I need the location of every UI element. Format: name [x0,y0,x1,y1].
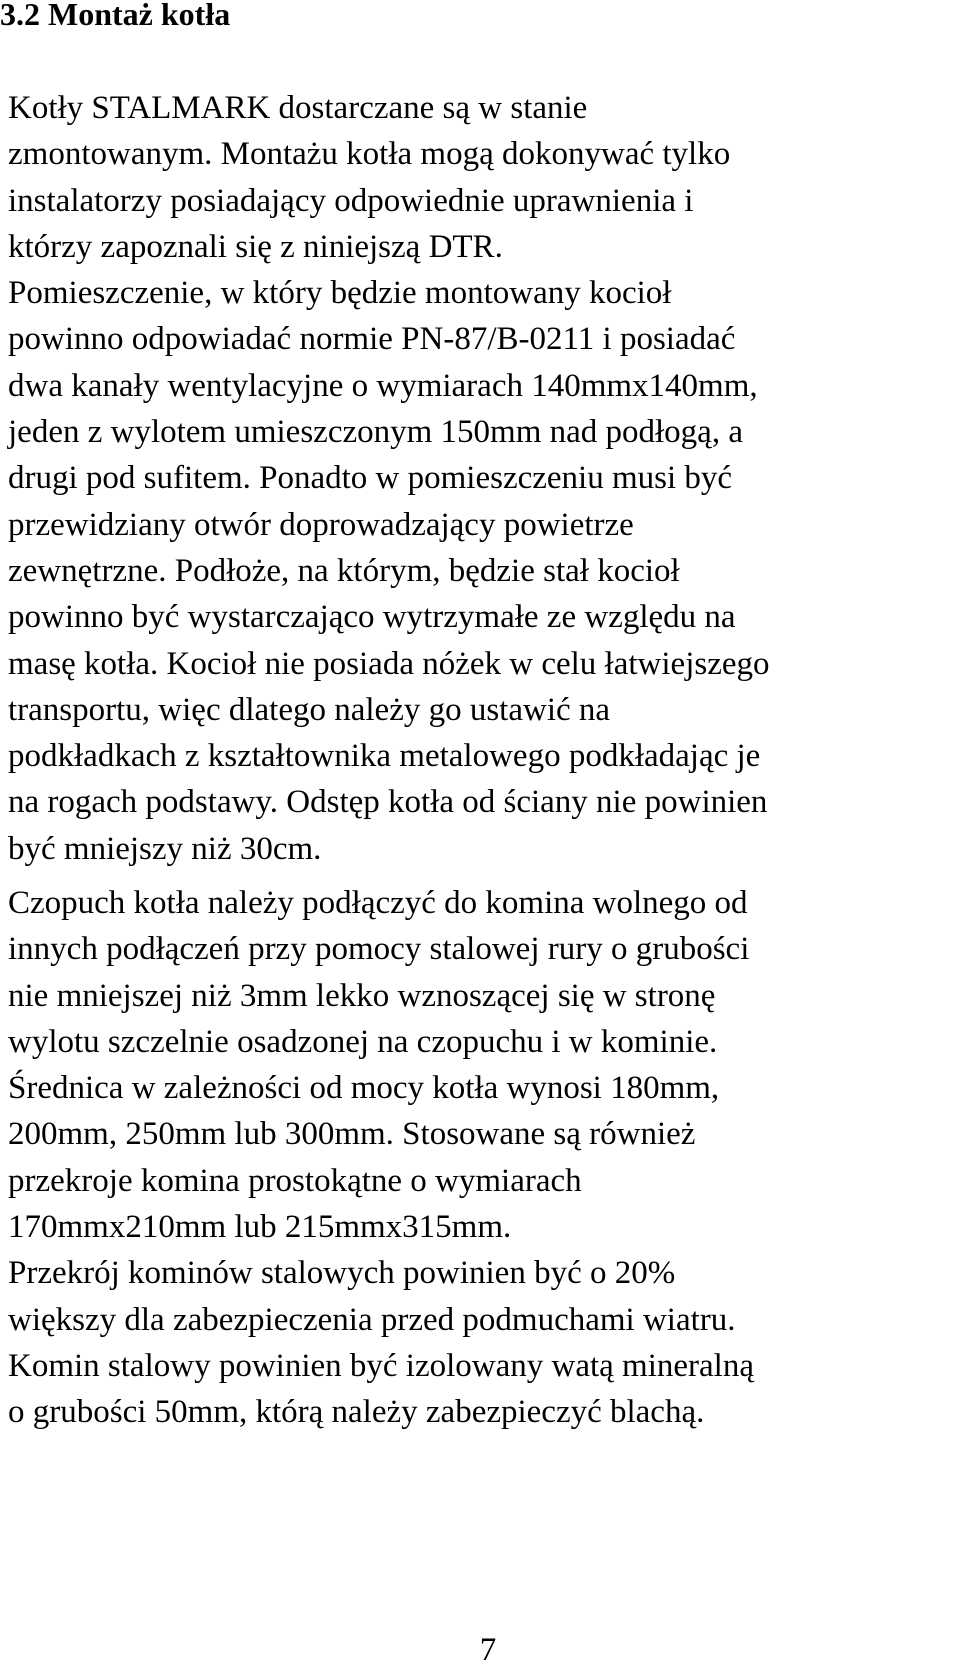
paragraph-chimney [8,880,754,1436]
text-line: Komin stalowy powinien być izolowany watą mineralną [8,1347,754,1384]
text-line: przewidziany otwór doprowadzający powietrze [8,506,634,543]
text-line: Czopuch kotła należy podłączyć do komina wolnego od [8,885,748,921]
text-line: 200mm, 250mm lub 300mm. Stosowane są również [8,1116,696,1153]
text-line: Przekrój kominów stalowych powinien być o 20% [8,1255,676,1292]
text-line: większy dla zabezpieczenia przed podmuchami wiatru. [8,1301,736,1338]
text-line: drugi pod sufitem. Ponadto w pomieszczeniu musi być [8,460,733,497]
page-number: 7 [479,1632,497,1668]
text-line: Średnica w zależności od mocy kotła wynosi 180mm, [8,1070,720,1107]
text-line: Kotły STALMARK dostarczane są w stanie [8,90,588,126]
text-line: być mniejszy niż 30cm. [8,830,322,867]
section-heading: 3.2 Montaż kotła [0,0,231,32]
text-line: przekroje komina prostokątne o wymiarach [8,1162,582,1199]
text-line: nie mniejszej niż 3mm lekko wznoszącej się w stronę [8,977,716,1014]
text-line: wylotu szczelnie osadzonej na czopuchu i w kominie. [8,1023,718,1060]
text-line: na rogach podstawy. Odstęp kotła od ściany nie powinien [8,784,768,821]
text-line: którzy zapoznali się z niniejszą DTR. [8,228,503,265]
text-line: zmontowanym. Montażu kotła mogą dokonywać tylko [8,136,731,173]
text-line: masę kotła. Kocioł nie posiada nóżek w celu łatwiejszego [8,645,770,682]
text-line: zewnętrzne. Podłoże, na którym, będzie stał kocioł [8,552,680,589]
text-line: podkładkach z kształtownika metalowego podkładając je [8,738,761,775]
text-line: powinno odpowiadać normie PN-87/B-0211 i posiadać [8,321,736,358]
paragraph-installation [8,85,770,872]
text-line: 170mmx210mm lub 215mmx315mm. [8,1209,512,1246]
text-line: o grubości 50mm, którą należy zabezpieczyć blachą. [8,1394,705,1431]
text-line: innych podłączeń przy pomocy stalowej rury o grubości [8,931,750,968]
text-line: jeden z wylotem umieszczonym 150mm nad podłogą, a [8,414,743,451]
text-line: instalatorzy posiadający odpowiednie uprawnienia i [8,182,694,219]
text-line: dwa kanały wentylacyjne o wymiarach 140mmx140mm, [8,367,758,404]
text-line: Pomieszczenie, w który będzie montowany kocioł [8,275,672,312]
text-line: transportu, więc dlatego należy go ustawić na [8,691,611,728]
text-line: powinno być wystarczająco wytrzymałe ze względu na [8,599,736,636]
